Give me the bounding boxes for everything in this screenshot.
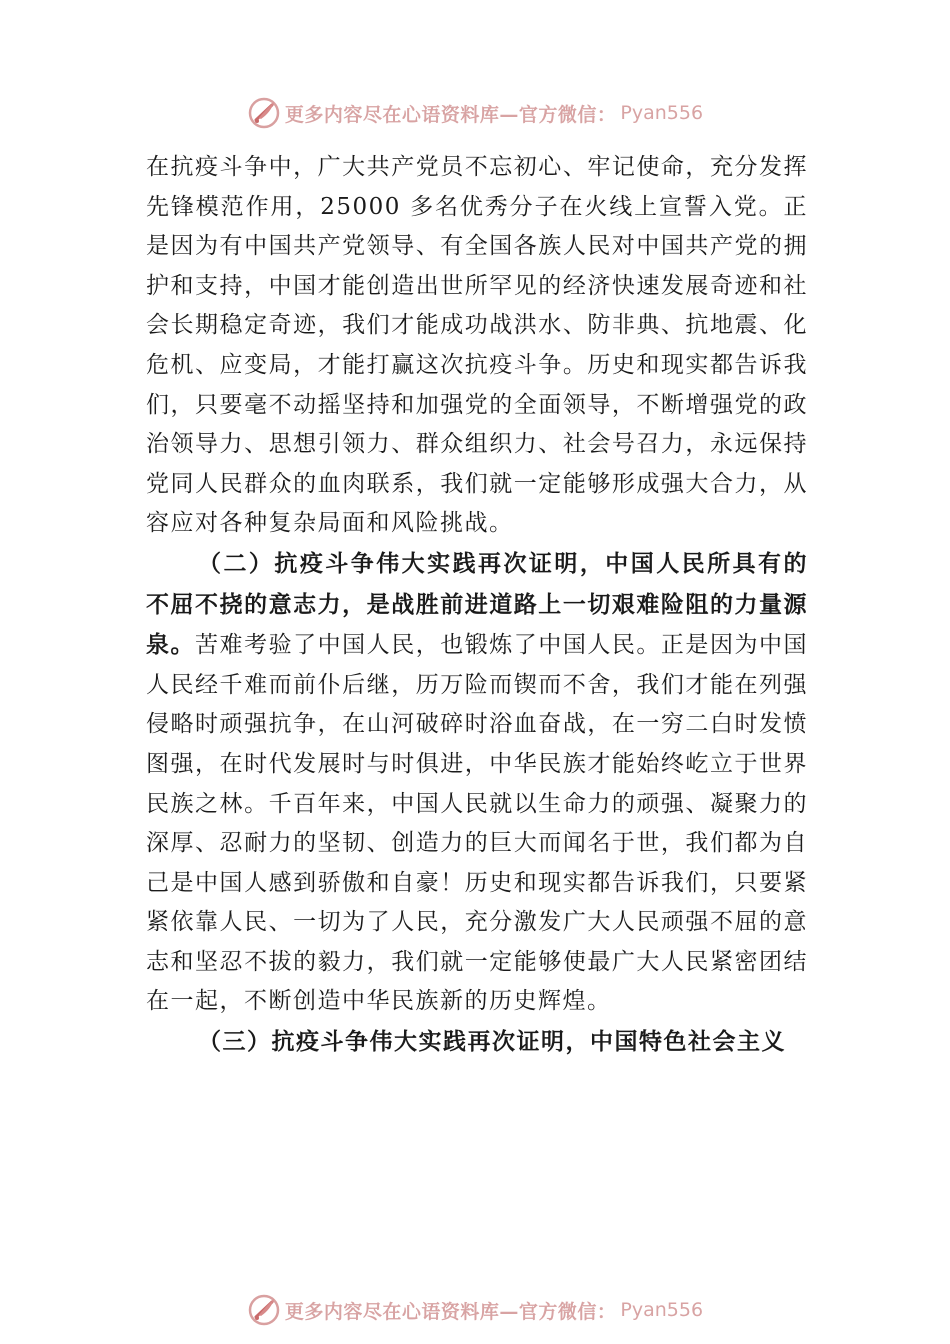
header-wechat-id: Pyan556 xyxy=(620,102,704,124)
footer-banner-text: 更多内容尽在心语资料库—官方微信： xyxy=(284,1300,617,1323)
paragraph-1 xyxy=(146,148,808,544)
header-banner xyxy=(0,93,950,133)
document-body xyxy=(146,148,808,1063)
paragraph-2-heading: （二）抗疫斗争伟大实践再次证明，中国人民所具有的不屈不挠的意志力，是战胜前进道路上一切艰难险阻的力量源泉。 xyxy=(146,549,808,659)
paragraph-2-text: 苦难考验了中国人民，也锻炼了中国人民。正是因为中国人民经千难而前仆后继，历万险而锲而不舍，我们才能在列强侵略时顽强抗争，在山河破碎时浴血奋战，在一穷二白时发愤图强，在时代发展时与时俱进，中华民族才能始终屹立于世界民族之林。千百年来，中国人民就以生命力的顽强、凝聚力的深厚、忍耐力的坚韧、创造力的巨大而闻名于世，我们都为自己是中国人感到骄傲和自豪！历史和现实都告诉我们，只要紧紧依靠人民、一切为了人民，充分激发广大人民顽强不屈的意志和坚忍不拔的毅力，我们就一定能够使最广大人民紧密团结在一起，不断创造中华民族新的历史辉煌。 xyxy=(146,632,809,1015)
quill-logo-icon xyxy=(247,1293,281,1327)
paragraph-2 xyxy=(146,544,808,1022)
quill-logo-icon xyxy=(247,96,281,130)
footer-banner xyxy=(0,1290,950,1330)
paragraph-1-text: 在抗疫斗争中，广大共产党员不忘初心、牢记使命，充分发挥先锋模范作用，25000 多名优秀分子在火线上宣誓入党。正是因为有中国共产党领导、有全国各族人民对中国共产党的拥护和支持，中国才能创造出世所罕见的经济快速发展奇迹和社会长期稳定奇迹，我们才能成功战洪水、防非典、抗地震、化危机、应变局，才能打赢这次抗疫斗争。历史和现实都告诉我们，只要毫不动摇坚持和加强党的全面领导，不断增强党的政治领导力、思想引领力、群众组织力、社会号召力，永远保持党同人民群众的血肉联系，我们就一定能够形成强大合力，从容应对各种复杂局面和风险挑战。 xyxy=(146,154,808,537)
paragraph-3-heading: （三）抗疫斗争伟大实践再次证明，中国特色社会主义 xyxy=(198,1028,786,1056)
paragraph-3 xyxy=(146,1022,808,1063)
footer-wechat-id: Pyan556 xyxy=(620,1299,704,1321)
header-banner-text: 更多内容尽在心语资料库—官方微信： xyxy=(284,103,617,126)
